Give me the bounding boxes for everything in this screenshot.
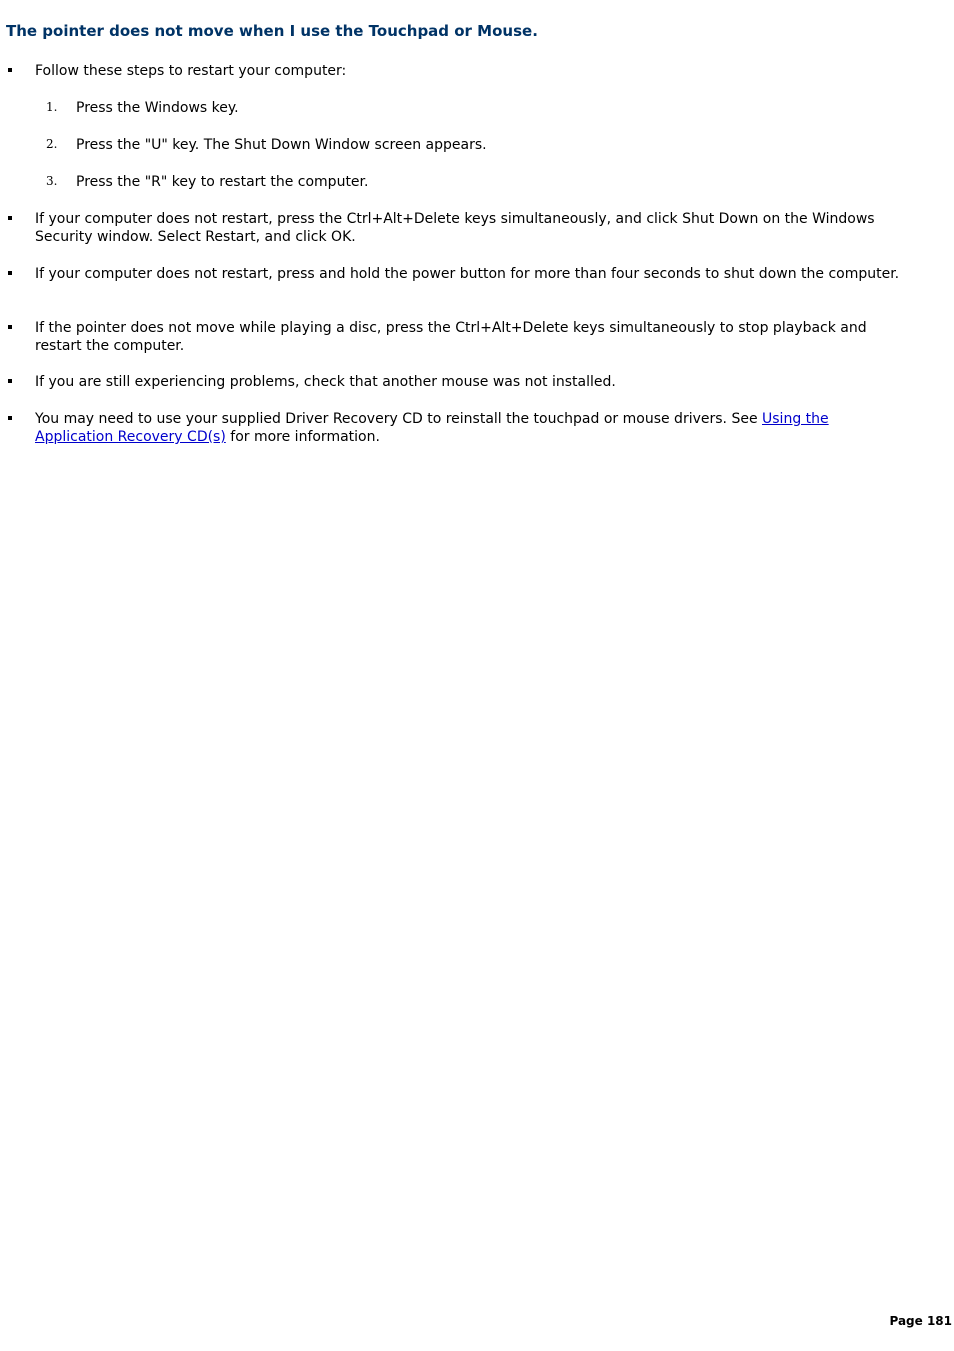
step-number: 3.	[46, 174, 58, 188]
bullet-icon	[8, 325, 12, 329]
step-text: Press the Windows key.	[76, 100, 239, 116]
bullet-icon	[8, 68, 12, 72]
step-text: Press the "R" key to restart the computer.	[76, 174, 369, 190]
bullet-text	[35, 410, 910, 446]
bullet-icon	[8, 271, 12, 275]
step-number: 2.	[46, 137, 58, 151]
bullet-text: If your computer does not restart, press the Ctrl+Alt+Delete keys simultaneously, and click Shut Down on the Windows Security window. Select Restart, and click OK.	[35, 211, 875, 245]
page-number: Page 181	[889, 1314, 952, 1328]
step-number: 1.	[46, 100, 58, 114]
recovery-text-before: You may need to use your supplied Driver Recovery CD to reinstall the touchpad or mouse drivers. See	[35, 411, 763, 427]
bullet-text: If the pointer does not move while playing a disc, press the Ctrl+Alt+Delete keys simultaneously to stop playback and restart the computer.	[35, 320, 867, 354]
page-title: The pointer does not move when I use the Touchpad or Mouse.	[6, 22, 538, 40]
bullet-text: If you are still experiencing problems, check that another mouse was not installed.	[35, 374, 616, 390]
recovery-text-after: for more information.	[225, 429, 380, 445]
step-text: Press the "U" key. The Shut Down Window screen appears.	[76, 137, 487, 153]
intro-text: Follow these steps to restart your computer:	[35, 63, 347, 79]
bullet-icon	[8, 216, 12, 220]
bullet-icon	[8, 379, 12, 383]
bullet-icon	[8, 416, 12, 420]
recovery-cd-link[interactable]: Using the Application Recovery CD(s)	[35, 411, 829, 445]
bullet-text: If your computer does not restart, press and hold the power button for more than four seconds to shut down the computer.	[35, 266, 900, 282]
